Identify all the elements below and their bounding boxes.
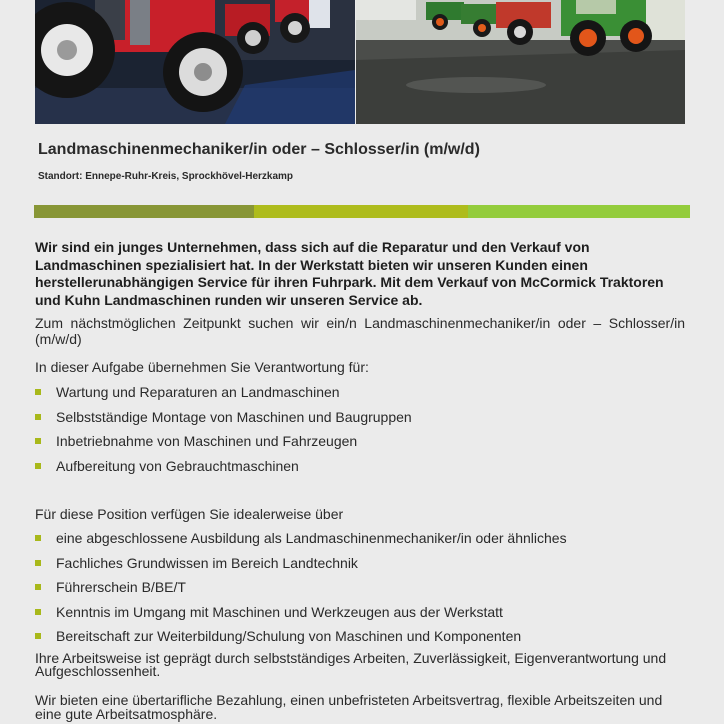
list-item-text: Selbstständige Montage von Maschinen und Baugruppen	[56, 408, 412, 425]
list-item-text: Fachliches Grundwissen im Bereich Landtechnik	[56, 554, 358, 571]
tasks-list	[35, 384, 412, 482]
square-bullet-icon	[35, 438, 41, 444]
list-item	[35, 604, 567, 629]
square-bullet-icon	[35, 535, 41, 541]
color-divider-bar	[34, 205, 690, 218]
color-bar-segment	[254, 205, 468, 218]
square-bullet-icon	[35, 389, 41, 395]
square-bullet-icon	[35, 584, 41, 590]
list-item	[35, 530, 567, 555]
list-item-text: Bereitschaft zur Weiterbildung/Schulung von Maschinen und Komponenten	[56, 628, 522, 644]
requirements-list	[35, 530, 567, 653]
list-item-text: Kenntnis im Umgang mit Maschinen und Werkzeugen aus der Werkstatt	[56, 603, 503, 620]
search-text: Zum nächstmöglichen Zeitpunkt suchen wir ein/n Landmaschinenmechaniker/in oder – Schlosser/in (m/w/d)	[35, 315, 685, 347]
list-item	[35, 579, 567, 604]
square-bullet-icon	[35, 414, 41, 420]
tasks-heading: In dieser Aufgabe übernehmen Sie Verantwortung für:	[35, 359, 369, 375]
company-intro: Wir sind ein junges Unternehmen, dass sich auf die Reparatur und den Verkauf von Landmaschinen spezialisiert hat. In der Werkstatt bieten wir unseren Kunden einen herstellerunabhängigen Service für ihren Fuhrpark. Mit dem Verkauf von McCormick Traktoren und Kuhn Landmaschinen runden wir unseren Service ab.	[35, 239, 664, 308]
job-title: Landmaschinenmechaniker/in oder – Schlosser/in (m/w/d)	[38, 141, 480, 158]
list-item-text: Wartung und Reparaturen an Landmaschinen	[56, 384, 340, 400]
square-bullet-icon	[35, 609, 41, 615]
list-item	[35, 458, 412, 483]
list-item	[35, 384, 412, 409]
job-location: Standort: Ennepe-Ruhr-Kreis, Sprockhövel-Herzkamp	[38, 171, 294, 182]
square-bullet-icon	[35, 560, 41, 566]
red-tractors-in-workshop-photo	[35, 0, 355, 124]
offer-text: Wir bieten eine übertarifliche Bezahlung, einen unbefristeten Arbeitsvertrag, flexible Arbeitszeiten und eine gute Arbeitsatmosphäre.	[35, 692, 663, 722]
header-photo-strip	[35, 0, 685, 124]
requirements-heading: Für diese Position verfügen Sie idealerweise über	[35, 506, 344, 522]
work-style-text: Ihre Arbeitsweise ist geprägt durch selbstständiges Arbeiten, Zuverlässigkeit, Eigenverantwortung und Aufgeschlossenheit.	[35, 650, 667, 679]
list-item	[35, 409, 412, 434]
tractors-in-yard-photo	[356, 0, 686, 124]
square-bullet-icon	[35, 633, 41, 639]
color-bar-segment	[468, 205, 690, 218]
list-item	[35, 433, 412, 458]
list-item	[35, 628, 567, 653]
color-bar-segment	[34, 205, 254, 218]
list-item-text: Aufbereitung von Gebrauchtmaschinen	[56, 457, 299, 474]
list-item	[35, 555, 567, 580]
list-item-text: eine abgeschlossene Ausbildung als Landmaschinenmechaniker/in oder ähnliches	[56, 530, 567, 546]
list-item-text: Führerschein B/BE/T	[56, 579, 186, 595]
square-bullet-icon	[35, 463, 41, 469]
list-item-text: Inbetriebnahme von Maschinen und Fahrzeugen	[56, 433, 358, 449]
